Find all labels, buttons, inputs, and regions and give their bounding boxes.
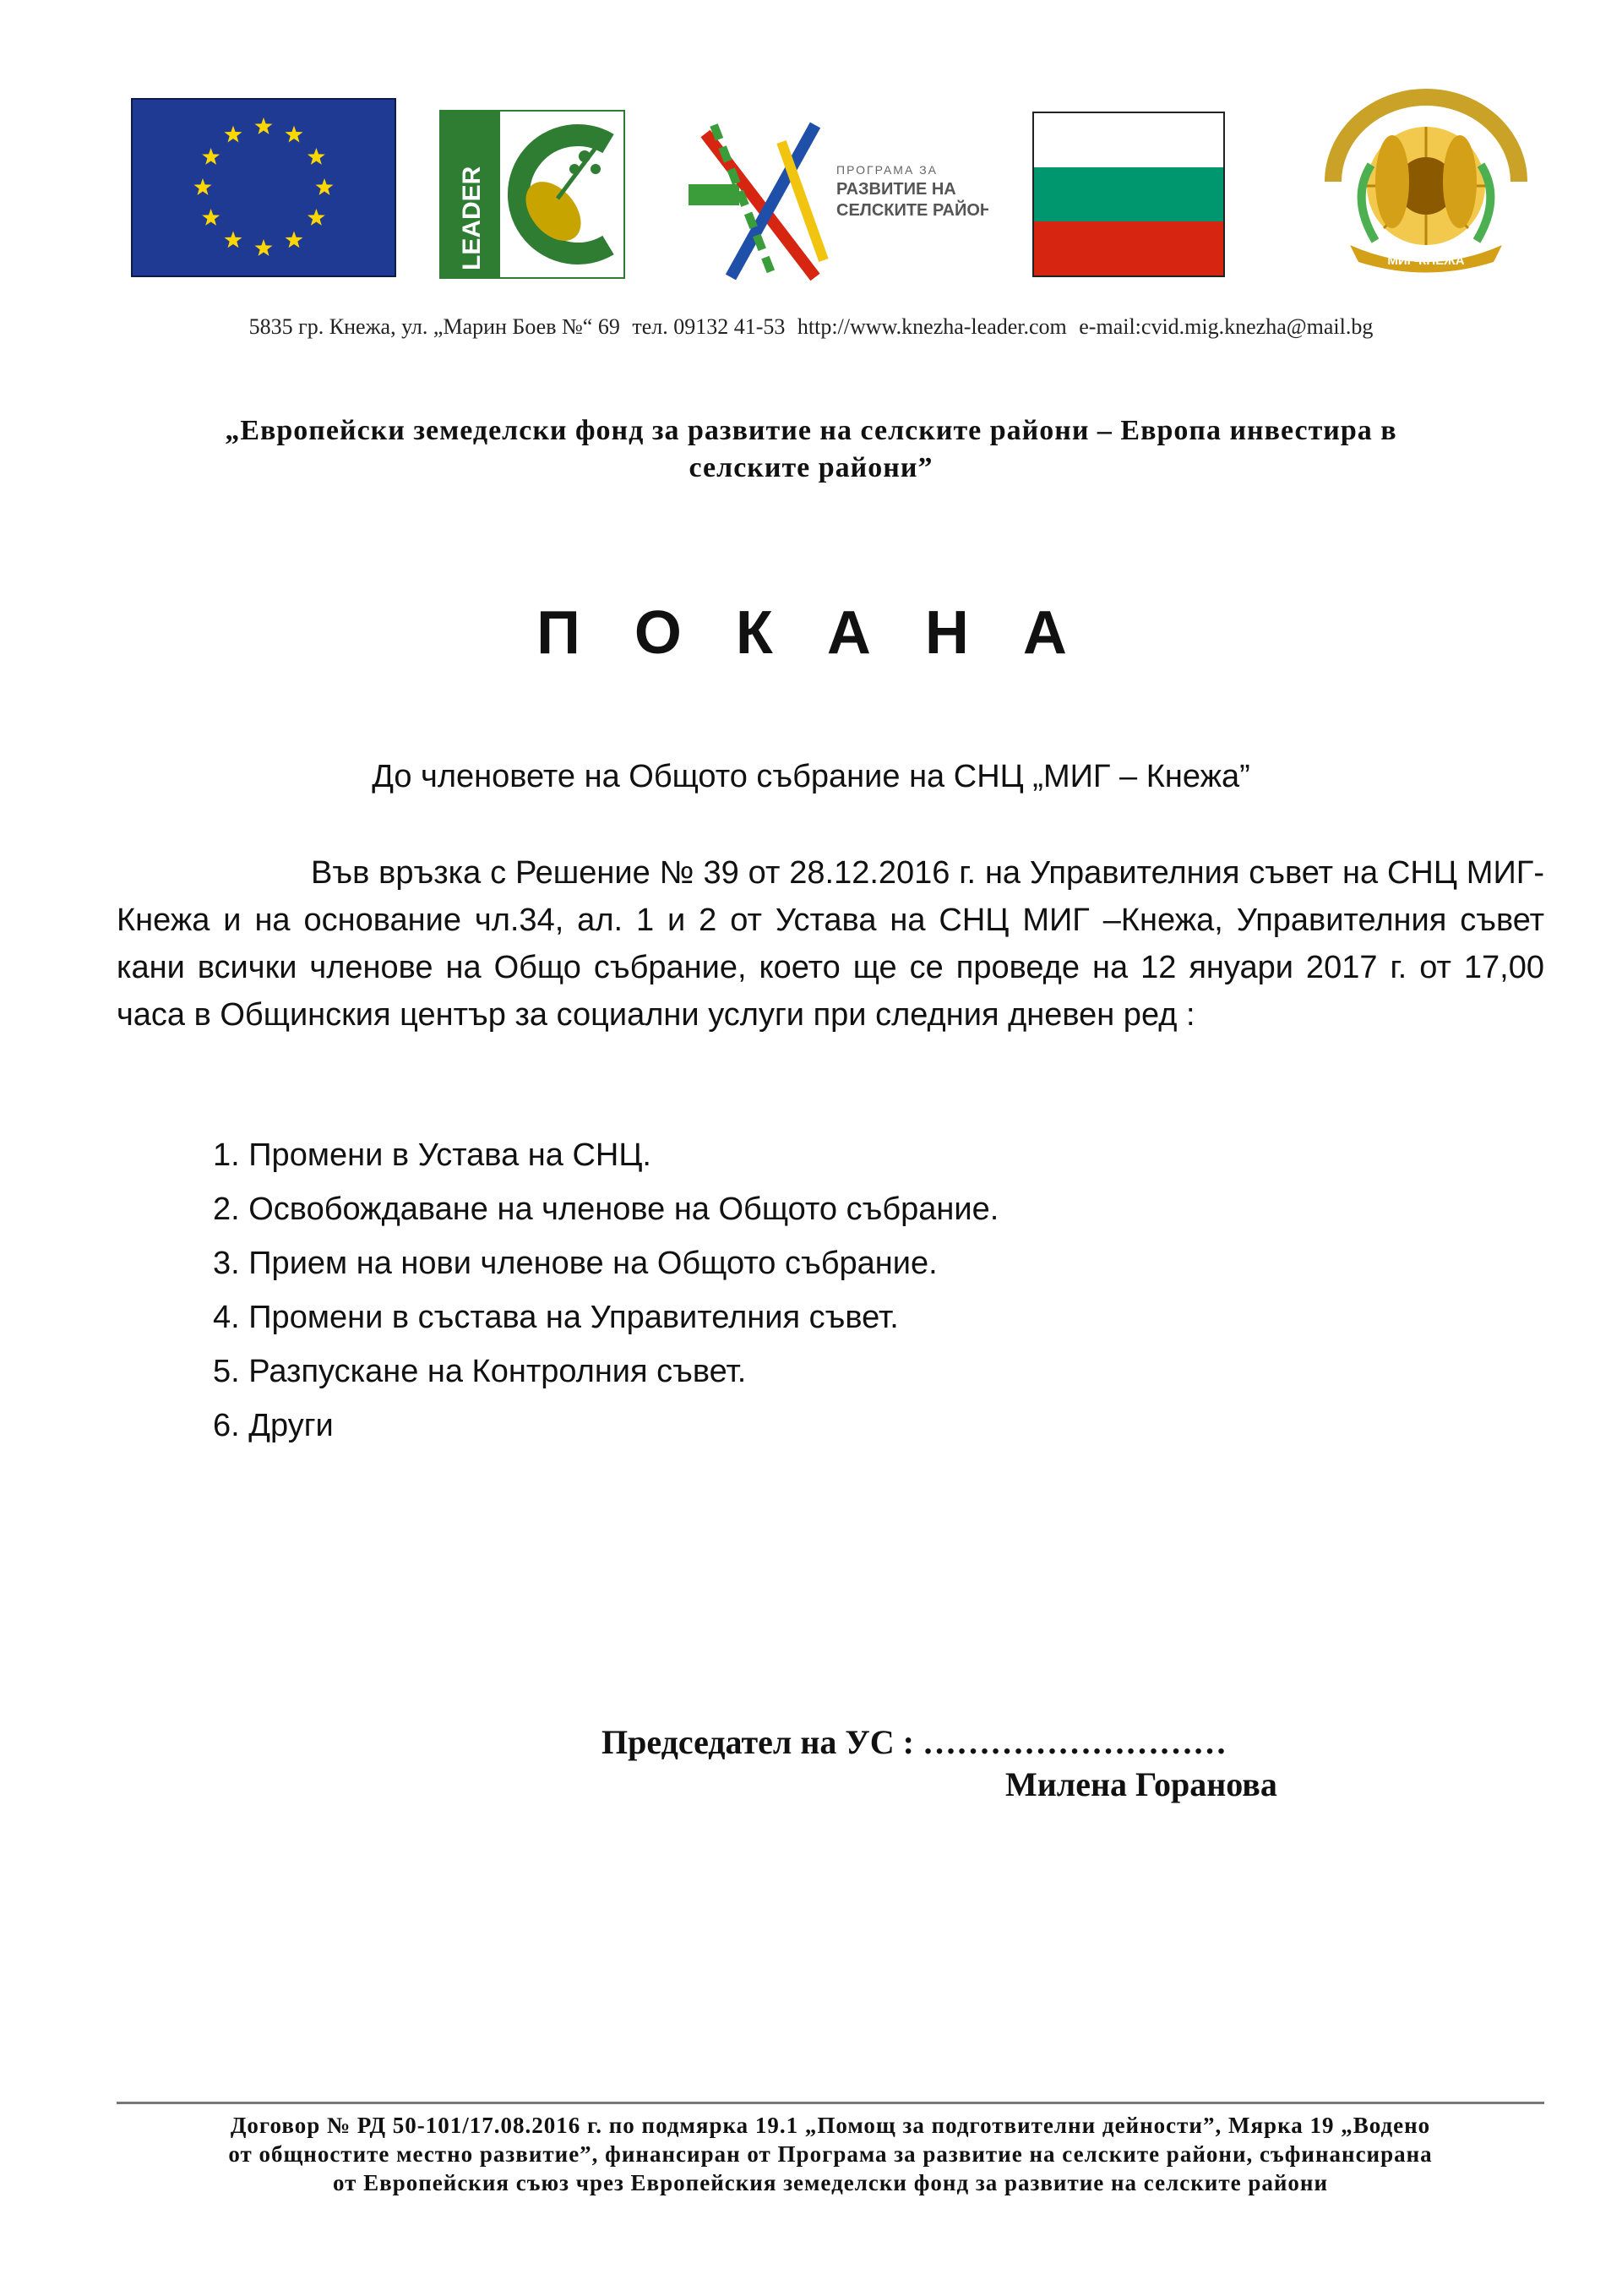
chairperson-name: Милена Горанова <box>1005 1765 1277 1803</box>
chairperson-label: Председател на УС : ……………………… <box>601 1723 1227 1761</box>
footer-contract-note <box>117 2111 1544 2197</box>
agenda-item: 2. Освобождаване на членове на Общото събрание. <box>213 1192 999 1227</box>
footer-line-2: от общностите местно развитие”, финансиран от Програма за развитие на селските райони, съфинансирана <box>228 2141 1433 2167</box>
slogan-line-2: селските райони” <box>689 452 933 483</box>
bg-flag-white-stripe <box>1034 113 1223 167</box>
contact-website-link[interactable]: http://www.knezha-leader.com <box>797 314 1067 339</box>
contact-phone: тел. 09132 41-53 <box>632 314 786 339</box>
eu-star-icon <box>255 239 273 256</box>
agenda-item: 4. Промени в състава на Управителния съвет. <box>213 1300 899 1335</box>
bulgaria-flag-icon <box>1032 112 1225 277</box>
lag-seal-text: МИГ-КНЕЖА <box>1387 254 1465 268</box>
agenda-item: 6. Други <box>213 1408 334 1443</box>
eu-stars-icon <box>133 100 395 275</box>
invitation-body: Във връзка с Решение № 39 от 28.12.2016 г. на Управителния съвет на СНЦ МИГ-Кнежа и на основание чл.34, ал. 1 и 2 от Устава на СНЦ МИГ –Кнежа, Управителния съвет кани всички членове на Общо събрание, което ще се проведе на 12 януари 2017 г. от 17,00 часа в Общинския център за социални услуги при следния дневен ред : <box>117 855 1544 1033</box>
footer-line-1: Договор № РД 50-101/17.08.2016 г. по подмярка 19.1 „Помощ за подготвителни дейности”, Мярка 19 „Водено <box>230 2113 1431 2138</box>
rdp-logo-line2: РАЗВИТИЕ НА <box>836 180 956 199</box>
leader-logo-text: LEADER <box>458 166 486 270</box>
eu-star-icon <box>202 209 220 226</box>
contact-address: 5835 гр. Кнежа, ул. „Марин Боев №“ 69 <box>248 314 620 339</box>
agenda-item: 5. Разпускане на Контролния съвет. <box>213 1354 747 1389</box>
agenda-item: 3. Прием на нови членове на Общото събрание. <box>213 1246 938 1281</box>
footer-divider <box>117 2102 1544 2104</box>
lag-knezha-seal <box>1299 80 1553 283</box>
footer-line-3: от Европейския съюз чрез Европейския земеделски фонд за развитие на селските райони <box>332 2170 1329 2195</box>
eu-star-icon <box>308 209 325 226</box>
eu-star-icon <box>286 231 303 248</box>
bg-flag-green-stripe <box>1034 167 1223 221</box>
rural-development-programme-logo <box>680 117 988 282</box>
agenda-list <box>213 1128 999 1453</box>
eu-star-icon <box>225 126 242 143</box>
leader-logo <box>439 110 625 279</box>
rdp-logo-line3: СЕЛСКИТЕ РАЙОНИ <box>836 201 988 220</box>
contact-line <box>0 314 1622 340</box>
eu-star-icon <box>316 178 334 195</box>
eu-star-icon <box>202 148 220 165</box>
document-title: П О К А Н А <box>536 599 1086 667</box>
eu-star-icon <box>255 117 273 134</box>
agenda-item: 1. Промени в Устава на СНЦ. <box>213 1137 651 1173</box>
eu-star-icon <box>308 148 325 165</box>
eu-star-icon <box>225 231 242 248</box>
addressee-line: До членовете на Общото събрание на СНЦ „МИГ – Кнежа” <box>372 759 1250 794</box>
eu-star-icon <box>286 126 303 143</box>
bg-flag-red-stripe <box>1034 221 1223 275</box>
contact-email-link[interactable]: e-mail:cvid.mig.knezha@mail.bg <box>1079 314 1374 339</box>
eu-star-icon <box>194 178 212 195</box>
eu-flag-icon <box>131 98 396 277</box>
rdp-logo-line1: ПРОГРАМА ЗА <box>836 163 938 177</box>
fund-slogan <box>0 412 1622 487</box>
slogan-line-1: „Европейски земеделски фонд за развитие на селските райони – Европа инвестира в <box>225 415 1397 446</box>
